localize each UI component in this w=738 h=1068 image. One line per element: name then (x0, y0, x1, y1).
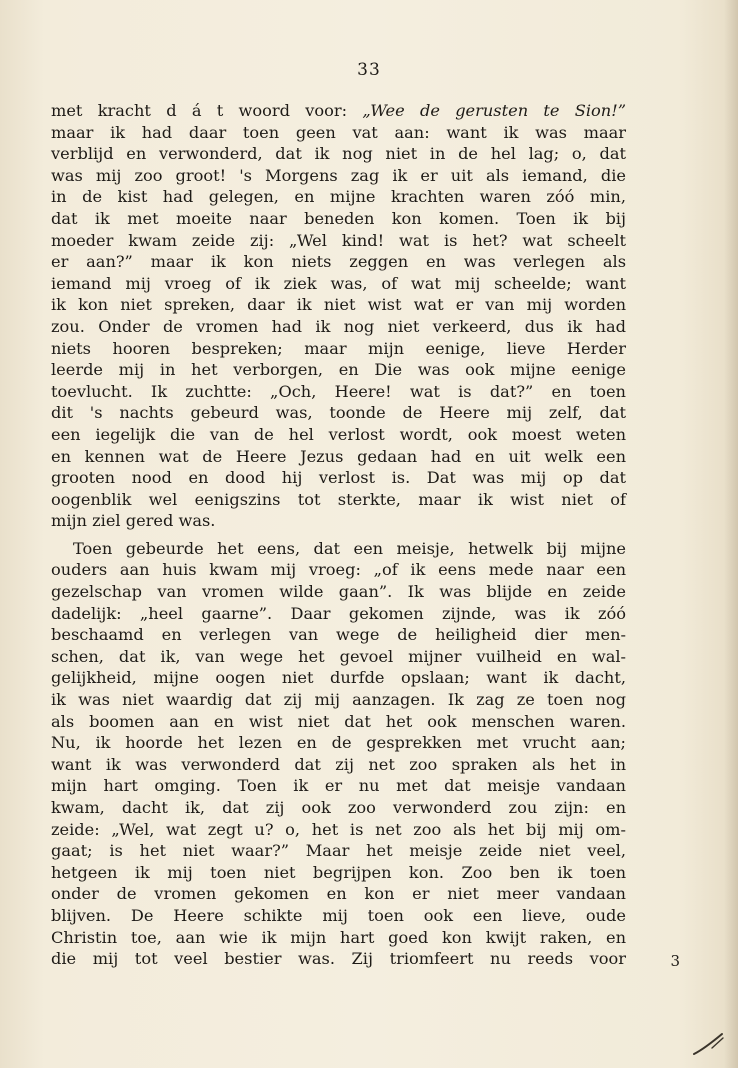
page-edge-shadow (724, 0, 738, 1068)
text-line: iemand mij vroeg of ik ziek was, of wat mij scheelde; want (51, 273, 626, 293)
text-line: gezelschap van vromen wilde gaan”. Ik was blijde en zeide (51, 582, 626, 602)
text-line: als boomen aan en wist niet dat het ook menschen waren. (51, 711, 626, 731)
text-line: grooten nood en dood hij verlost is. Dat was mij op dat (51, 468, 626, 488)
text-line: zeide: „Wel, wat zegt u? o, het is net zoo als het bij mij om- (51, 819, 626, 839)
text-line: ik was niet waardig dat zij mij aanzagen. Ik zag ze toen nog (51, 690, 626, 710)
text-line: Toen gebeurde het eens, dat een meisje, hetwelk bij mijne (73, 538, 626, 558)
text-line: Nu, ik hoorde het lezen en de gesprekken met vrucht aan; (51, 733, 626, 753)
text-line: kwam, dacht ik, dat zij ook zoo verwonderd zou zijn: en (51, 798, 626, 817)
body-text (51, 100, 626, 970)
text-line: moeder kwam zeide zij: „Wel kind! wat is het? wat scheelt (51, 230, 626, 250)
text-line: zou. Onder de vromen had ik nog niet verkeerd, dus ik had (51, 316, 626, 336)
text-line: ouders aan huis kwam mij vroeg: „of ik eens mede naar een (51, 560, 626, 580)
text-line: dit 's nachts gebeurd was, toonde de Heere mij zelf, dat (51, 403, 626, 423)
text-line: en kennen wat de Heere Jezus gedaan had en uit welk een (51, 446, 626, 466)
text-line: dadelijk: „heel gaarne”. Daar gekomen zijnde, was ik zóó (51, 603, 626, 623)
signature-mark: 3 (670, 952, 680, 970)
text-line: dat ik met moeite naar beneden kon komen. Toen ik bij (51, 208, 626, 228)
pencil-mark-icon (692, 1030, 726, 1056)
quote-italic: „Wee de gerusten te Sion!” (362, 101, 626, 120)
text-line: maar ik had daar toen geen vat aan: want ik was maar (51, 122, 626, 142)
text-line: een iegelijk die van de hel verlost wordt, ook moest weten (51, 424, 626, 444)
text-line: mijn ziel gered was. (51, 511, 216, 531)
text-line: er aan?” maar ik kon niets zeggen en was verlegen als (51, 252, 626, 272)
line-start: met kracht d á t woord voor: (51, 101, 363, 120)
text-line: want ik was verwonderd dat zij net zoo spraken als het in (51, 754, 626, 774)
text-line: blijven. De Heere schikte mij toen ook een lieve, oude (51, 905, 626, 925)
text-line: leerde mij in het verborgen, en Die was ook mijne eenige (51, 360, 626, 380)
text-line: beschaamd en verlegen van wege de heiligheid dier men- (51, 625, 626, 645)
text-line: verblijd en verwonderd, dat ik nog niet in de hel lag; o, dat (51, 144, 626, 164)
text-line: niets hooren bespreken; maar mijn eenige, lieve Herder (51, 338, 626, 358)
text-line: oogenblik wel eenigszins tot sterkte, maar ik wist niet of (51, 489, 626, 509)
text-line: hetgeen ik mij toen niet begrijpen kon. Zoo ben ik toen (51, 862, 626, 882)
text-line (51, 100, 626, 122)
text-line: schen, dat ik, van wege het gevoel mijner vuilheid en wal- (51, 646, 626, 666)
text-line: mijn hart omging. Toen ik er nu met dat meisje vandaan (51, 776, 626, 796)
text-line: die mij tot veel bestier was. Zij triomfeert nu reeds voor (51, 949, 626, 969)
text-line: ik kon niet spreken, daar ik niet wist wat er van mij worden (51, 295, 626, 315)
text-line: was mij zoo groot! 's Morgens zag ik er uit als iemand, die (51, 165, 626, 185)
page-number: 33 (357, 60, 381, 80)
paragraph-2 (51, 538, 626, 970)
text-line: onder de vromen gekomen en kon er niet meer vandaan (51, 884, 626, 904)
paragraph-1 (51, 100, 626, 532)
text-line: in de kist had gelegen, en mijne krachten waren zóó min, (51, 187, 626, 207)
text-line: gelijkheid, mijne oogen niet durfde opslaan; want ik dacht, (51, 668, 626, 688)
text-line: toevlucht. Ik zuchtte: „Och, Heere! wat is dat?” en toen (51, 381, 626, 401)
text-line: Christin toe, aan wie ik mijn hart goed kon kwijt raken, en (51, 927, 626, 947)
text-line: gaat; is het niet waar?” Maar het meisje zeide niet veel, (51, 841, 626, 861)
